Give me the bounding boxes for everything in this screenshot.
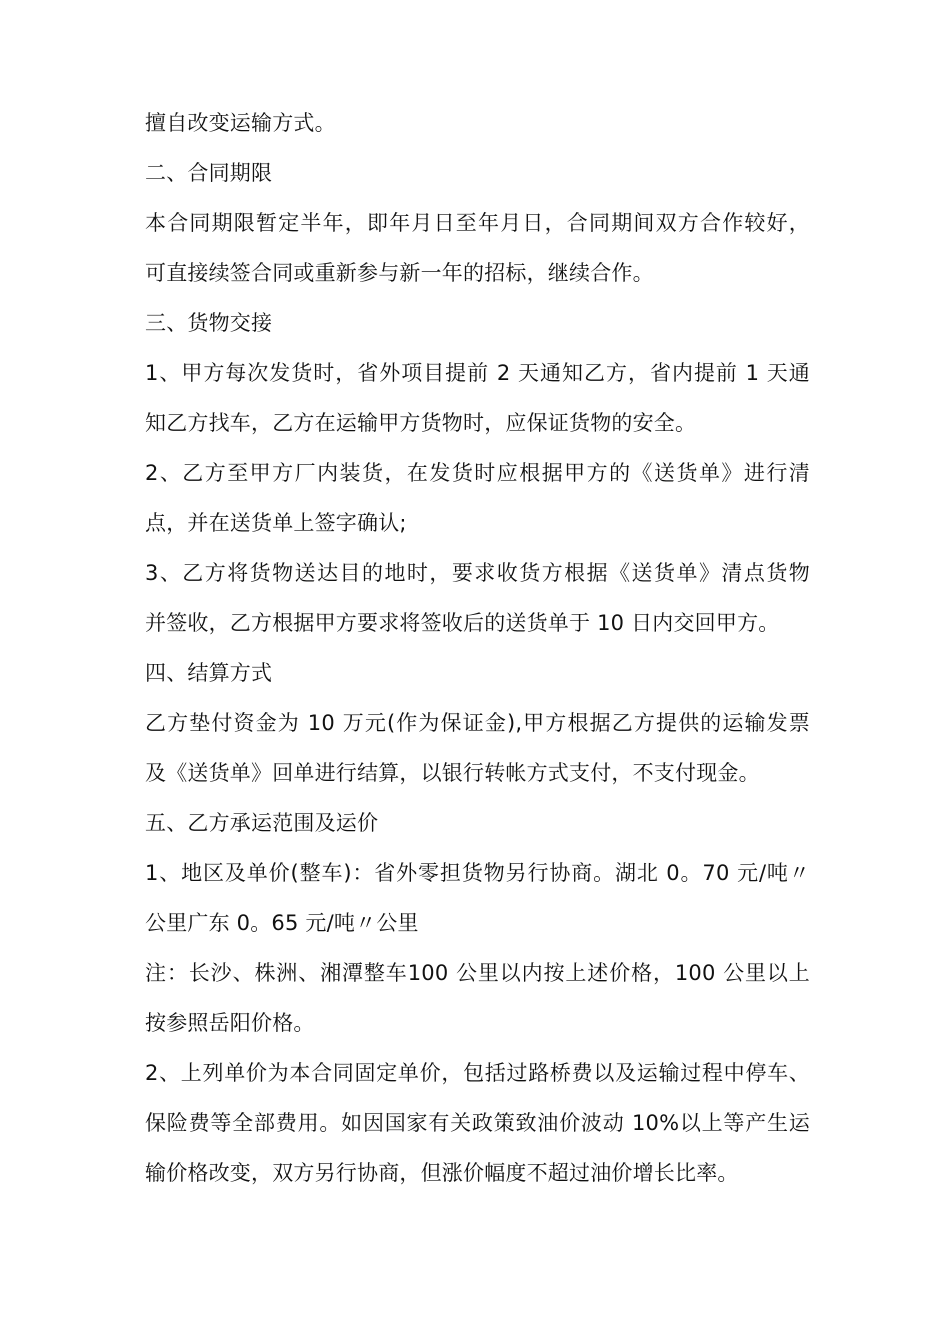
text-line: 1、地区及单价(整车)：省外零担货物另行协商。湖北 0。70 元/吨〃 [145,861,810,885]
text-line: 乙方垫付资金为 10 万元(作为保证金),甲方根据乙方提供的运输发票 [145,711,810,735]
text-line: 2、乙方至甲方厂内装货，在发货时应根据甲方的《送货单》进行清 [145,461,810,485]
text-line: 及《送货单》回单进行结算，以银行转帐方式支付，不支付现金。 [145,761,760,785]
section-heading-goods-handover: 三、货物交接 [145,311,273,335]
document-page [145,98,810,1198]
section-heading-settlement: 四、结算方式 [145,661,273,685]
text-line: 保险费等全部费用。如因国家有关政策致油价波动 10%以上等产生运 [145,1111,810,1135]
text-line: 擅自改变运输方式。 [145,111,336,135]
section-heading-scope-and-freight: 五、乙方承运范围及运价 [145,811,379,835]
text-line: 2、上列单价为本合同固定单价，包括过路桥费以及运输过程中停车、 [145,1061,810,1085]
text-line: 知乙方找车，乙方在运输甲方货物时，应保证货物的安全。 [145,411,697,435]
text-line: 输价格改变，双方另行协商，但涨价幅度不超过油价增长比率。 [145,1161,739,1185]
text-line: 点，并在送货单上签字确认; [145,511,407,535]
text-line: 按参照岳阳价格。 [145,1011,315,1035]
text-line: 公里广东 0。65 元/吨〃公里 [145,911,419,935]
text-line: 本合同期限暂定半年，即年月日至年月日，合同期间双方合作较好， [145,211,810,235]
text-line: 并签收，乙方根据甲方要求将签收后的送货单于 10 日内交回甲方。 [145,611,780,635]
text-line: 注：长沙、株洲、湘潭整车100 公里以内按上述价格，100 公里以上 [145,961,810,985]
text-line: 1、甲方每次发货时，省外项目提前 2 天通知乙方，省内提前 1 天通 [145,361,810,385]
text-line: 可直接续签合同或重新参与新一年的招标，继续合作。 [145,261,654,285]
text-line: 3、乙方将货物送达目的地时，要求收货方根据《送货单》清点货物 [145,561,810,585]
section-heading-contract-term: 二、合同期限 [145,161,273,185]
